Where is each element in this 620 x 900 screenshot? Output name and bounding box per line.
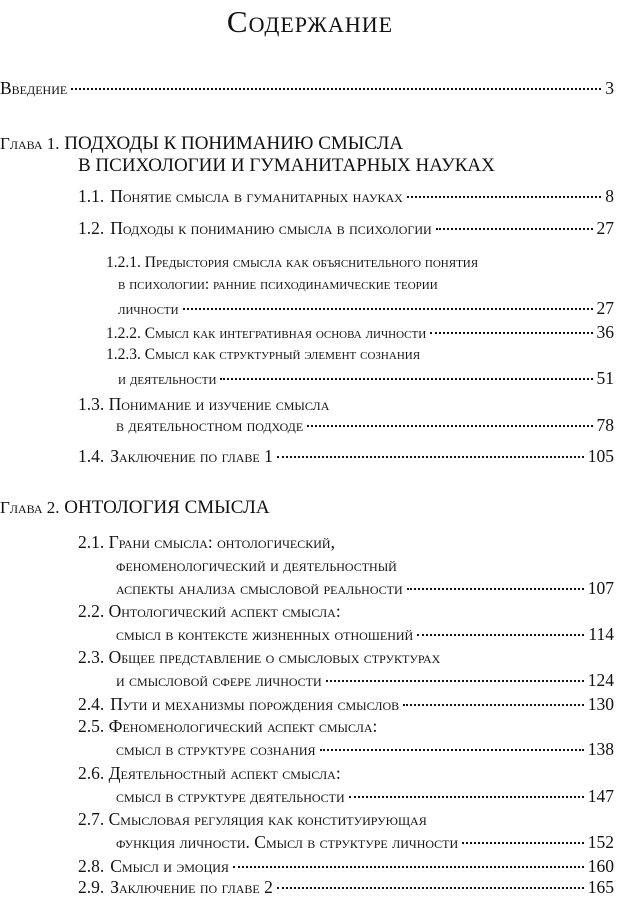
toc-page-number: 147 xyxy=(587,786,614,806)
leader-dots xyxy=(462,842,584,844)
toc-page-number: 3 xyxy=(605,78,614,98)
leader-dots xyxy=(307,425,592,427)
toc-entry-2-8[interactable] xyxy=(78,856,614,877)
toc-entry-label: и деятельности xyxy=(118,371,217,388)
chapter-label: Глава 1. xyxy=(0,134,60,153)
toc-entry-label: смысл в структуре сознания xyxy=(116,739,316,759)
toc-entry-2-5-line-1: 2.5. Феноменологический аспект смысла: xyxy=(78,716,378,736)
toc-entry-1-2-1-line-2: в психологии: ранние психодинамические теории xyxy=(118,276,438,293)
toc-entry-label: Пути и механизмы порождения смыслов xyxy=(110,694,400,714)
section-number: 2.8. xyxy=(78,856,105,876)
toc-entry-2-3-line-1: 2.3. Общее представление о смысловых структурах xyxy=(78,647,441,667)
toc-entry-label: в деятельностном подходе xyxy=(116,415,304,435)
leader-dots xyxy=(320,749,584,751)
toc-entry-label: смысл в структуре деятельности xyxy=(116,786,345,806)
toc-entry-1-2-3-line-1: 1.2.3. Смысл как структурный элемент сознания xyxy=(106,346,421,363)
toc-entry-label: Смысл и эмоция xyxy=(110,856,229,876)
leader-dots xyxy=(220,378,592,380)
toc-page-number: 78 xyxy=(596,415,614,435)
leader-dots xyxy=(277,887,584,889)
toc-entry-1-2-3[interactable] xyxy=(118,368,614,389)
toc-entry-2-1-line-2: феноменологический и деятельностный xyxy=(116,555,397,575)
chapter-1-heading[interactable] xyxy=(0,133,403,155)
toc-page-number: 8 xyxy=(605,186,614,206)
toc-entry-2-9[interactable] xyxy=(78,877,614,898)
toc-page-number: 152 xyxy=(587,832,614,852)
leader-dots xyxy=(430,332,592,334)
toc-page-number: 27 xyxy=(596,218,614,238)
toc-page-number: 130 xyxy=(587,694,614,714)
toc-entry-2-2-line-1: 2.2. Онтологический аспект смысла: xyxy=(78,601,341,621)
toc-page-number: 138 xyxy=(587,739,614,759)
leader-dots xyxy=(407,588,584,590)
leader-dots xyxy=(233,866,584,868)
toc-entry-1-2-1[interactable] xyxy=(118,298,614,319)
toc-entry-label: Подходы к пониманию смысла в психологии xyxy=(110,218,432,238)
toc-entry-1-2[interactable] xyxy=(78,218,614,239)
toc-entry-label: функция личности. Смысл в структуре личности xyxy=(116,832,459,852)
toc-entry-1-1[interactable] xyxy=(78,186,614,207)
section-number: 1.2. xyxy=(78,218,105,238)
toc-entry-label: аспекты анализа смысловой реальности xyxy=(116,578,403,598)
toc-entry-2-6-line-1: 2.6. Деятельностный аспект смысла: xyxy=(78,763,341,783)
toc-entry-1-3-line-1: 1.3. Понимание и изучение смысла xyxy=(78,394,330,414)
section-number: 1.1. xyxy=(78,186,105,206)
toc-entry-label: смысл в контексте жизненных отношений xyxy=(116,624,414,644)
toc-entry-1-3[interactable] xyxy=(116,415,614,436)
toc-entry-1-4[interactable] xyxy=(78,446,614,467)
leader-dots xyxy=(183,308,593,310)
page-title: Содержание xyxy=(226,4,394,39)
leader-dots xyxy=(349,796,584,798)
chapter-2-heading[interactable] xyxy=(0,497,270,519)
toc-page-number: 124 xyxy=(587,670,614,690)
toc-entry-2-2[interactable] xyxy=(116,624,614,645)
toc-page-number: 36 xyxy=(596,322,614,342)
toc-entry-label: Введение xyxy=(0,78,68,98)
toc-entry-2-3[interactable] xyxy=(116,670,614,691)
toc-page-number: 165 xyxy=(587,877,614,897)
toc-entry-label: Заключение по главе 1 xyxy=(110,446,273,466)
toc-page-number: 160 xyxy=(587,856,614,876)
leader-dots xyxy=(403,704,584,706)
leader-dots xyxy=(417,634,584,636)
toc-page-number: 51 xyxy=(596,368,614,388)
section-number: 1.4. xyxy=(78,446,105,466)
chapter-title-line-1: ПОДХОДЫ К ПОНИМАНИЮ СМЫСЛА xyxy=(64,133,404,154)
toc-entry-label: 1.2.2. Смысл как интегративная основа личности xyxy=(106,325,427,342)
toc-entry-1-2-2[interactable] xyxy=(106,322,614,343)
toc-page-number: 114 xyxy=(588,624,614,644)
toc-entry-label: и смысловой сфере личности xyxy=(116,670,322,690)
toc-entry-2-5[interactable] xyxy=(116,739,614,760)
toc-entry-label: Заключение по главе 2 xyxy=(110,877,273,897)
toc-entry-label: личности xyxy=(118,301,179,318)
toc-entry-2-7[interactable] xyxy=(116,832,614,853)
toc-entry-2-4[interactable] xyxy=(78,694,614,715)
toc-entry-1-2-1-line-1: 1.2.1. Предыстория смысла как объяснительного понятия xyxy=(106,254,479,271)
leader-dots xyxy=(407,196,601,198)
leader-dots xyxy=(326,680,584,682)
toc-entry-2-1[interactable] xyxy=(116,578,614,599)
chapter-label: Глава 2. xyxy=(0,498,60,517)
chapter-1-heading-line-2: В ПСИХОЛОГИИ И ГУМАНИТАРНЫХ НАУКАХ xyxy=(78,155,495,176)
toc-page-number: 27 xyxy=(596,298,614,318)
toc-page-number: 107 xyxy=(587,578,614,598)
toc-entry-2-6[interactable] xyxy=(116,786,614,807)
leader-dots xyxy=(71,88,601,90)
toc-entry-2-1-line-1: 2.1. Грани смысла: онтологический, xyxy=(78,532,335,552)
section-number: 2.9. xyxy=(78,877,105,897)
leader-dots xyxy=(436,228,593,230)
toc-entry-label: Понятие смысла в гуманитарных науках xyxy=(110,186,403,206)
chapter-title-line-1: ОНТОЛОГИЯ СМЫСЛА xyxy=(64,497,270,518)
toc-entry-intro[interactable] xyxy=(0,78,614,99)
toc-entry-2-7-line-1: 2.7. Смысловая регуляция как конституирующая xyxy=(78,809,427,829)
leader-dots xyxy=(277,456,584,458)
section-number: 2.4. xyxy=(78,694,105,714)
toc-page-number: 105 xyxy=(587,446,614,466)
